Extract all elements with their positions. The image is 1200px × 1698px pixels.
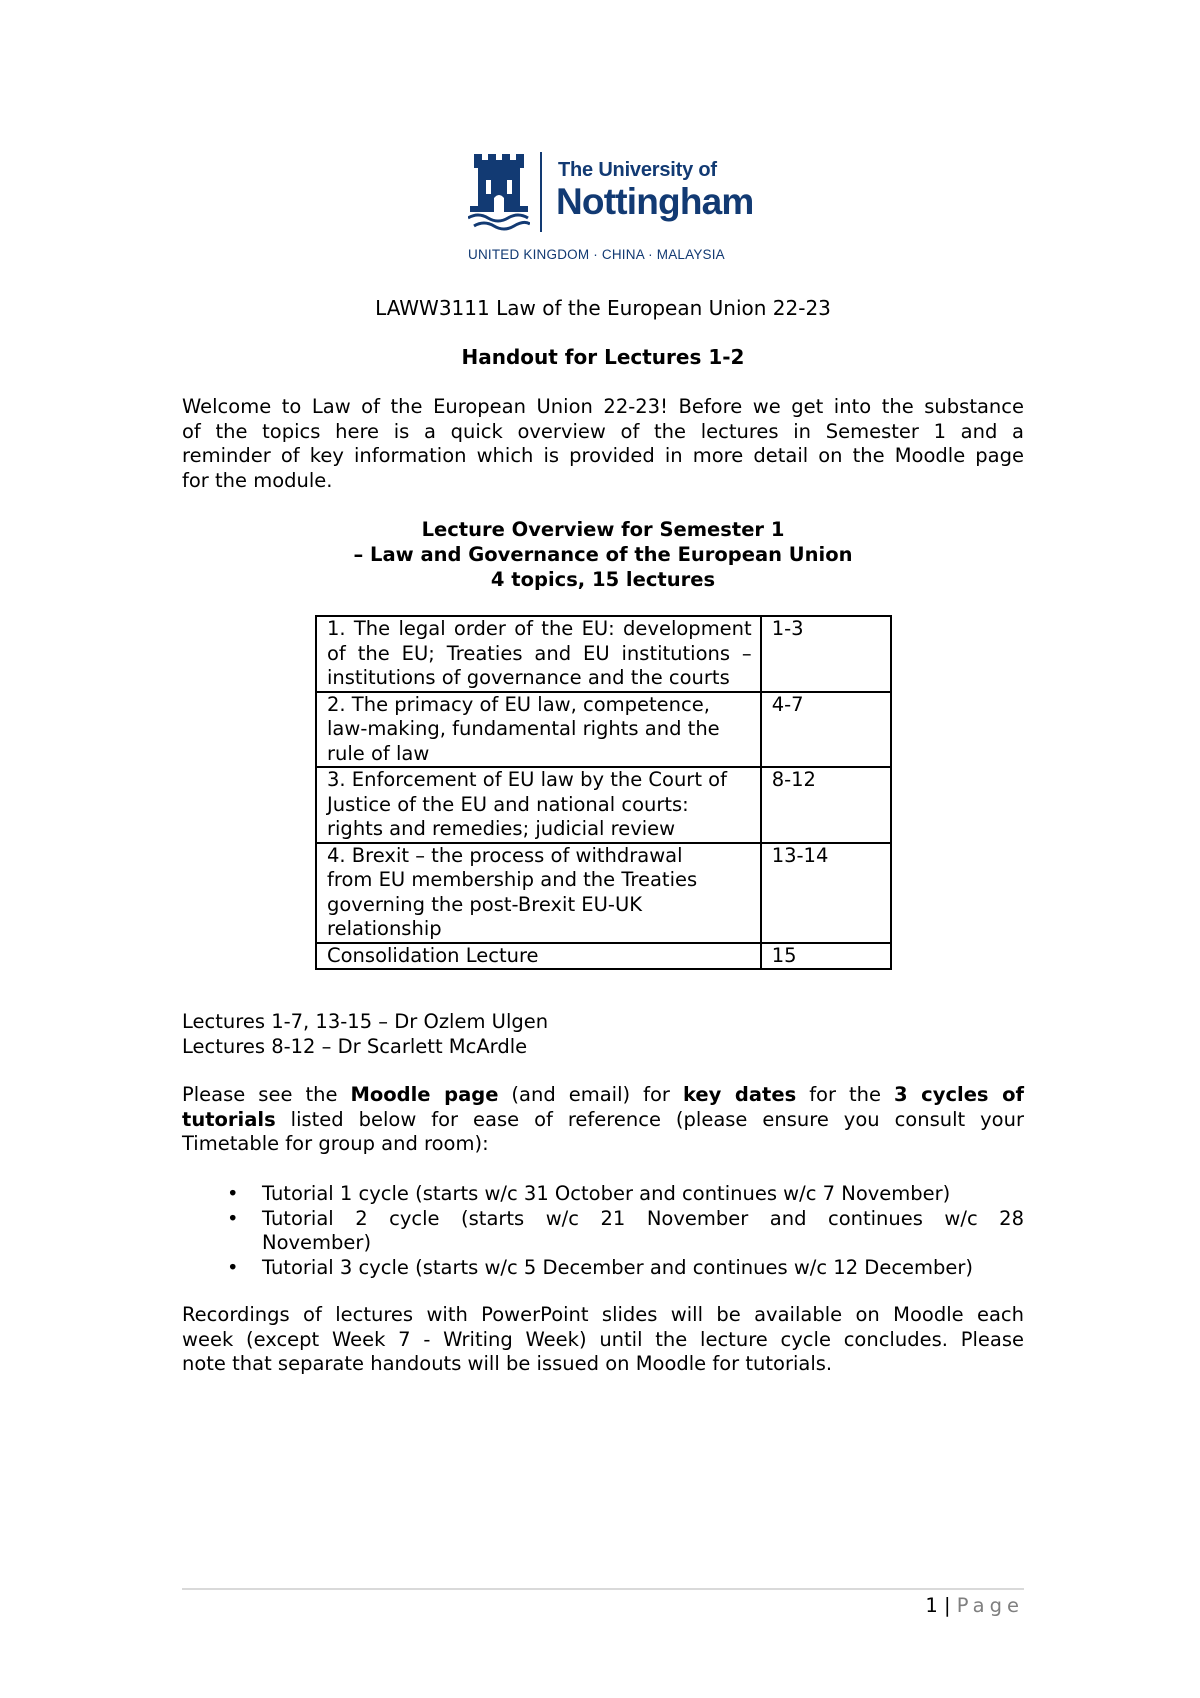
overview-heading-line: Lecture Overview for Semester 1 (421, 518, 785, 541)
intro-line: of the topics here is a quick overview of the lectures in Semester 1 and a (182, 419, 1024, 443)
document-title: LAWW3111 Law of the European Union 22-23 (375, 296, 831, 320)
overview-heading (182, 517, 1024, 592)
table-row (316, 616, 891, 692)
topic-cell: 4. Brexit – the process of withdrawal from EU membership and the Treaties governing the post-Brexit EU-UK relationship (316, 843, 761, 943)
recordings-line: week (except Week 7 - Writing Week) until the lecture cycle concludes. Please (182, 1327, 1024, 1351)
page-footer (925, 1594, 1024, 1617)
logo-divider (540, 152, 542, 232)
university-logo (468, 150, 754, 268)
bullet-icon: • (227, 1206, 239, 1230)
table-row (316, 767, 891, 843)
lectures-cell: 4-7 (761, 692, 891, 768)
intro-line: for the module. (182, 468, 333, 492)
page-label: Page (956, 1594, 1024, 1617)
lecturer-line: Lectures 8-12 – Dr Scarlett McArdle (182, 1034, 528, 1058)
lecture-overview-table (315, 615, 892, 970)
footer-divider (182, 1588, 1024, 1590)
tutorials-emphasis: tutorials (182, 1107, 276, 1131)
tutorial-info-line: Please see the Moodle page (and email) for key dates for the 3 cycles of (182, 1083, 1024, 1106)
logo-text-line2: Nottingham (556, 181, 754, 222)
topic-cell: Consolidation Lecture (316, 943, 761, 970)
table-row (316, 692, 891, 768)
lecturers-list (182, 1010, 1024, 1059)
tutorial-cycles-list (222, 1182, 1024, 1280)
intro-line: Welcome to Law of the European Union 22-23! Before we get into the substance (182, 395, 1024, 418)
bullet-icon: • (227, 1182, 239, 1205)
cycles-emphasis: 3 cycles of (894, 1083, 1024, 1106)
moodle-page-emphasis: Moodle page (350, 1083, 499, 1106)
lectures-cell: 13-14 (761, 843, 891, 943)
page-number: 1 (925, 1594, 938, 1617)
list-item: • Tutorial 2 cycle (starts w/c 21 November and continues w/c 28 November) (227, 1206, 1024, 1254)
castle-crest-icon (468, 154, 530, 232)
topic-cell: 2. The primacy of EU law, competence, law-making, fundamental rights and the rule of law (316, 692, 761, 768)
list-item: • Tutorial 3 cycle (starts w/c 5 December and continues w/c 12 December) (227, 1255, 974, 1279)
tutorial-info-line: tutorials listed below for ease of reference (please ensure you consult your (182, 1107, 1024, 1131)
lectures-cell: 15 (761, 943, 891, 970)
table-row (316, 943, 891, 970)
list-item: • Tutorial 1 cycle (starts w/c 31 October and continues w/c 7 November) (227, 1182, 951, 1205)
lectures-cell: 1-3 (761, 616, 891, 692)
page-separator: | (944, 1594, 951, 1617)
topic-cell: 1. The legal order of the EU: development of the EU; Treaties and EU institutions – institutions of governance and the courts (316, 616, 761, 692)
recordings-line: Recordings of lectures with PowerPoint slides will be available on Moodle each (182, 1303, 1024, 1326)
logo-text-line1: The University of (558, 159, 717, 181)
lecturer-line: Lectures 1-7, 13-15 – Dr Ozlem Ulgen (182, 1010, 549, 1033)
intro-line: reminder of key information which is provided in more detail on the Moodle page (182, 444, 1024, 467)
bullet-icon: • (227, 1255, 239, 1279)
table-row (316, 843, 891, 943)
tutorial-info-line: Timetable for group and room): (182, 1132, 489, 1155)
intro-paragraph (182, 395, 1024, 493)
lectures-cell: 8-12 (761, 767, 891, 843)
logo-tagline: UNITED KINGDOM · CHINA · MALAYSIA (468, 247, 725, 262)
recordings-paragraph (182, 1303, 1024, 1377)
topic-cell: 3. Enforcement of EU law by the Court of Justice of the EU and national courts: rights and remedies; judicial review (316, 767, 761, 843)
overview-heading-line: – Law and Governance of the European Union (353, 543, 853, 566)
tutorial-info-paragraph (182, 1083, 1024, 1157)
document-subtitle: Handout for Lectures 1-2 (461, 345, 745, 369)
key-dates-emphasis: key dates (682, 1083, 797, 1106)
overview-heading-line: 4 topics, 15 lectures (490, 568, 716, 591)
recordings-line: note that separate handouts will be issued on Moodle for tutorials. (182, 1352, 833, 1375)
